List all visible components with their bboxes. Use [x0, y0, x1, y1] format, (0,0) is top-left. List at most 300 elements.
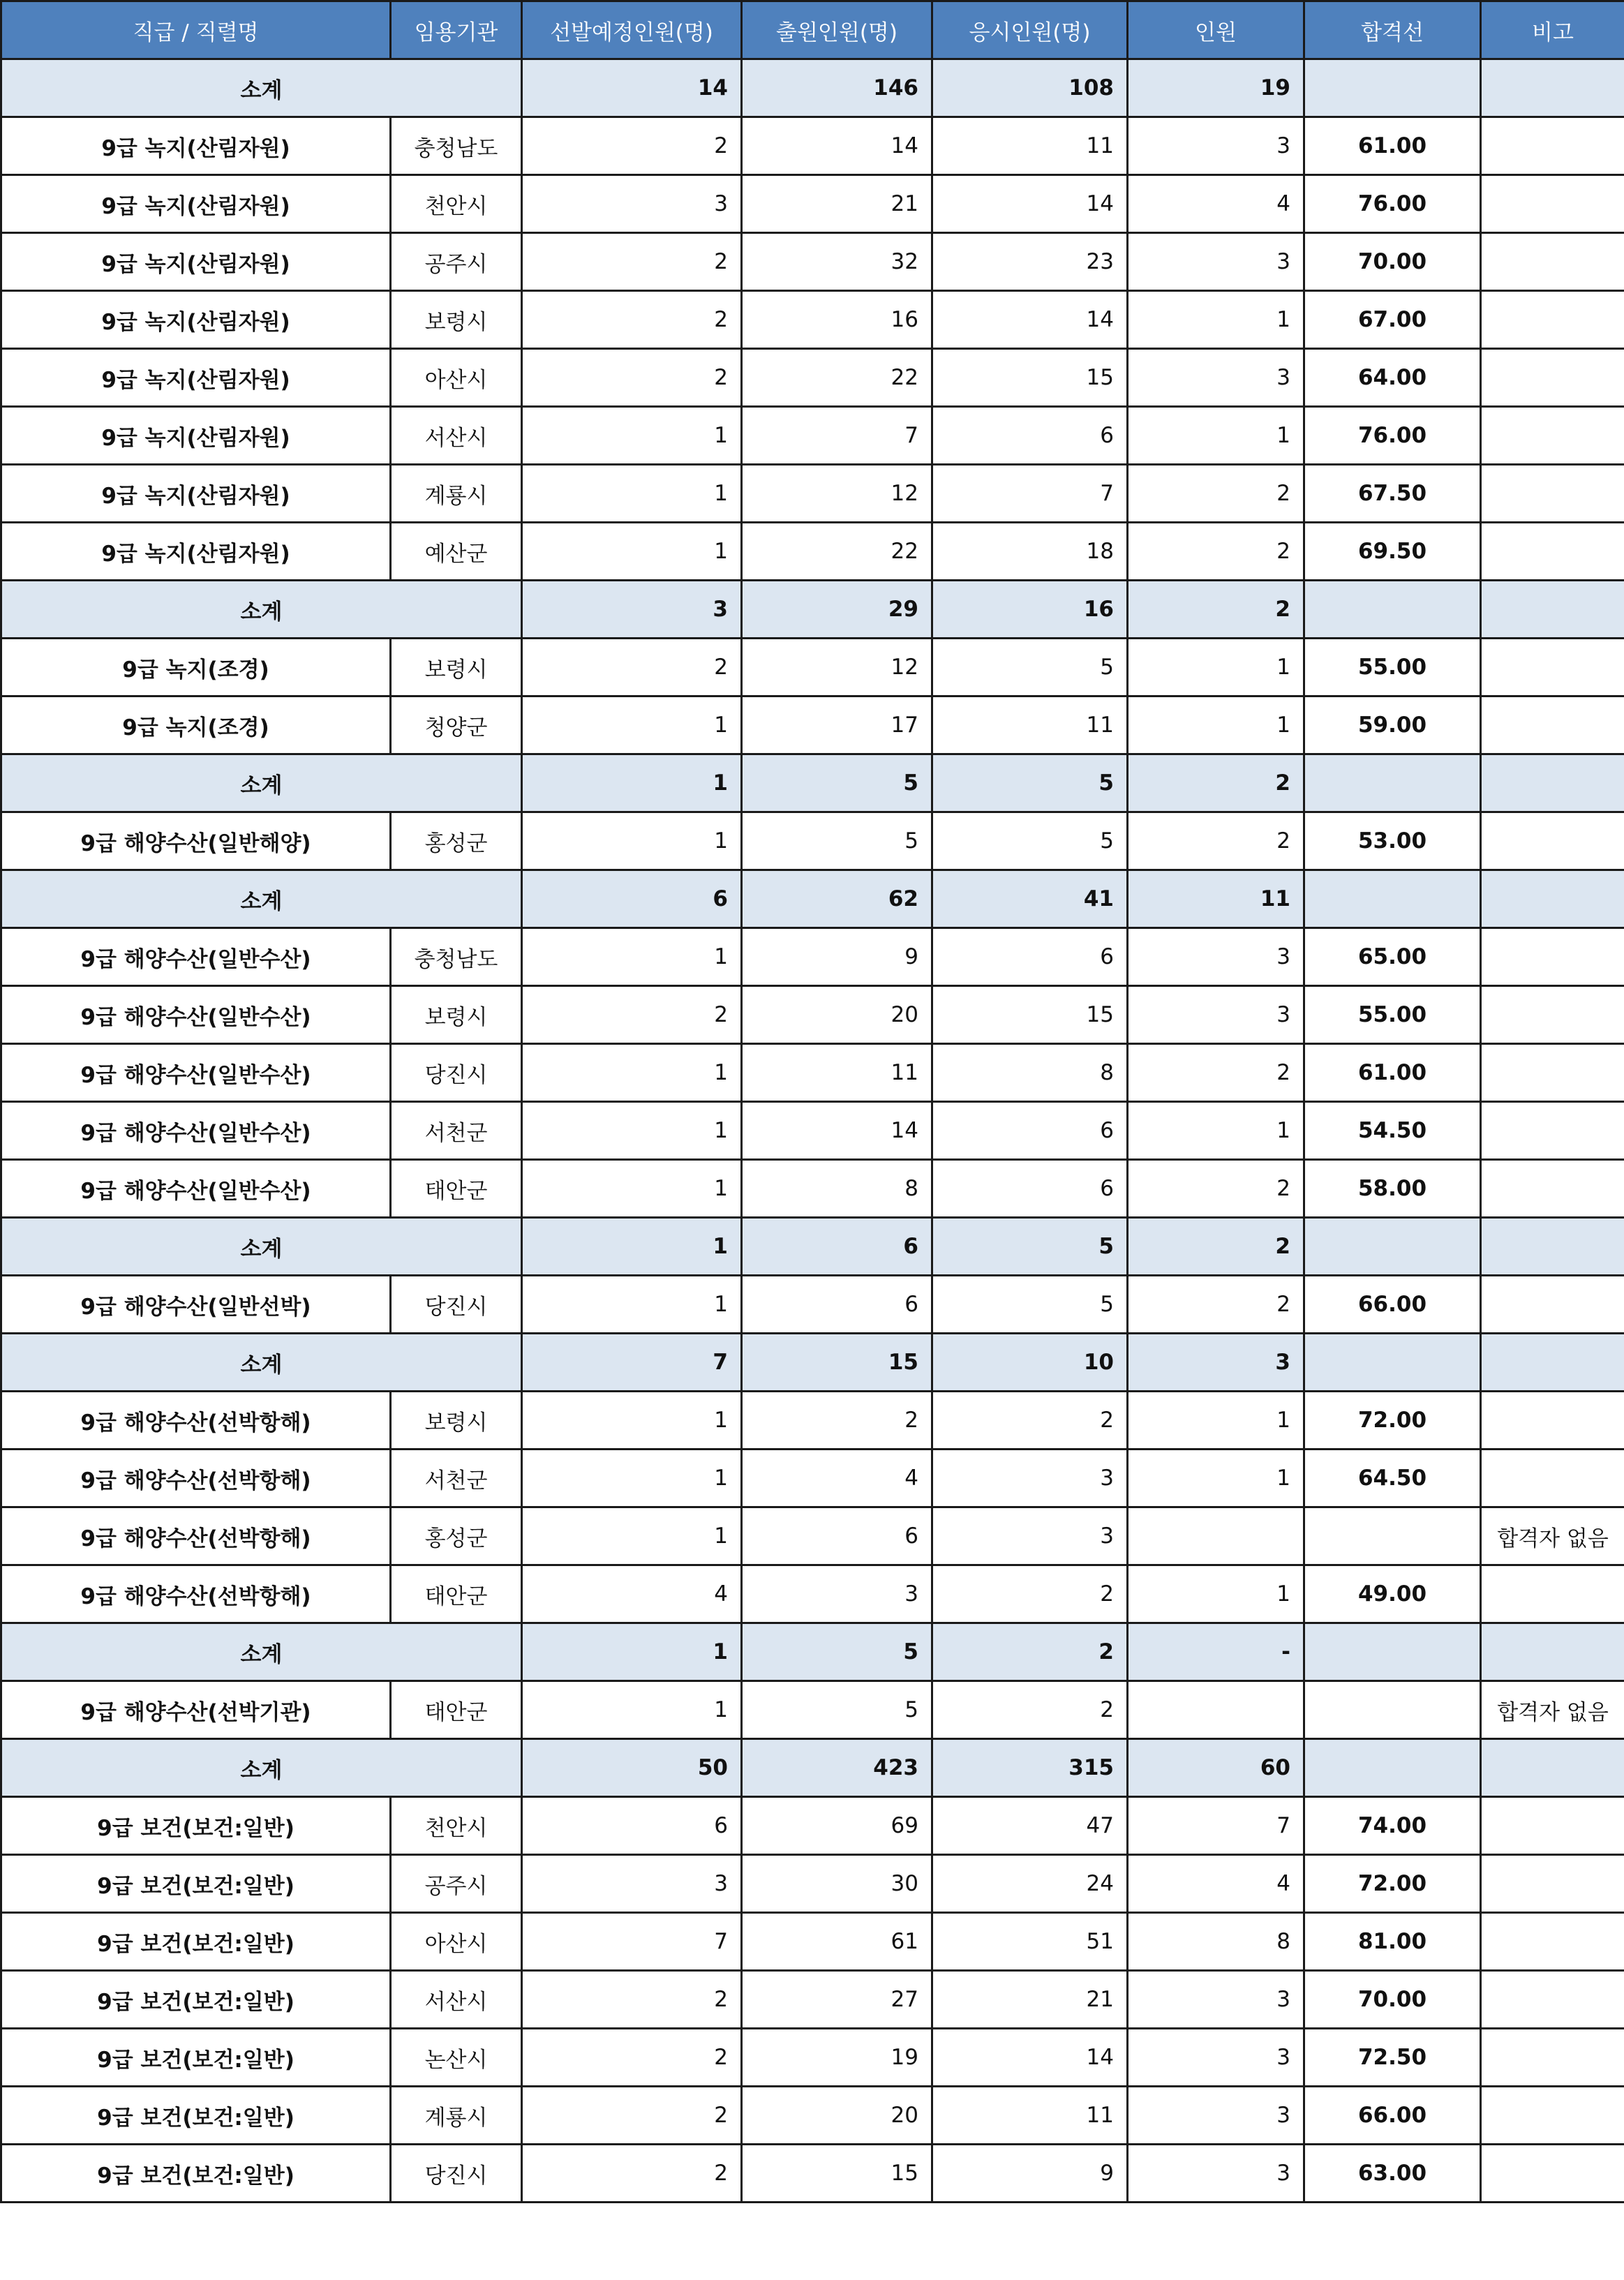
note-cell: [1481, 349, 1624, 407]
planned-cell: 3: [522, 175, 742, 233]
table-row: [1, 2029, 1624, 2087]
examinees-cell: 7: [932, 465, 1128, 523]
agency-cell: 충청남도: [391, 117, 522, 175]
applicants-cell: 5: [742, 1623, 932, 1681]
planned-cell: 1: [522, 1392, 742, 1450]
subtotal-label: 소계: [1, 1218, 522, 1276]
passed-cell: 1: [1128, 1392, 1304, 1450]
position-cell: 9급 해양수산(선박항해): [1, 1565, 391, 1623]
note-cell: [1481, 407, 1624, 465]
passed-cell: 11: [1128, 870, 1304, 928]
examinees-cell: 2: [932, 1681, 1128, 1739]
position-cell: 9급 해양수산(일반수산): [1, 928, 391, 986]
cutoff-cell: 70.00: [1304, 1971, 1481, 2029]
examinees-cell: 5: [932, 754, 1128, 812]
examinees-cell: 15: [932, 986, 1128, 1044]
planned-cell: 2: [522, 639, 742, 696]
cutoff-cell: 55.00: [1304, 986, 1481, 1044]
subtotal-row: [1, 1334, 1624, 1392]
applicants-cell: 14: [742, 1102, 932, 1160]
planned-cell: 1: [522, 465, 742, 523]
note-cell: [1481, 639, 1624, 696]
planned-cell: 2: [522, 2029, 742, 2087]
planned-cell: 4: [522, 1565, 742, 1623]
position-cell: 9급 해양수산(선박기관): [1, 1681, 391, 1739]
position-cell: 9급 해양수산(일반수산): [1, 1160, 391, 1218]
note-cell: [1481, 2087, 1624, 2145]
note-cell: [1481, 928, 1624, 986]
cutoff-cell: [1304, 1681, 1481, 1739]
cutoff-cell: [1304, 1623, 1481, 1681]
planned-cell: 3: [522, 1855, 742, 1913]
position-cell: 9급 녹지(산림자원): [1, 175, 391, 233]
note-cell: [1481, 1218, 1624, 1276]
applicants-cell: 20: [742, 2087, 932, 2145]
planned-cell: 1: [522, 1160, 742, 1218]
table-row: [1, 1276, 1624, 1334]
examinees-cell: 5: [932, 1276, 1128, 1334]
examinees-cell: 16: [932, 581, 1128, 639]
agency-cell: 계룡시: [391, 2087, 522, 2145]
note-cell: [1481, 986, 1624, 1044]
examinees-cell: 47: [932, 1797, 1128, 1855]
examinees-cell: 8: [932, 1044, 1128, 1102]
subtotal-label: 소계: [1, 1334, 522, 1392]
table-row: [1, 117, 1624, 175]
position-cell: 9급 보건(보건:일반): [1, 1913, 391, 1971]
position-cell: 9급 해양수산(선박항해): [1, 1507, 391, 1565]
header-cutoff: 합격선: [1304, 1, 1481, 59]
planned-cell: 1: [522, 1681, 742, 1739]
header-agency: 임용기관: [391, 1, 522, 59]
position-cell: 9급 해양수산(선박항해): [1, 1392, 391, 1450]
subtotal-row: [1, 870, 1624, 928]
planned-cell: 2: [522, 1971, 742, 2029]
applicants-cell: 11: [742, 1044, 932, 1102]
planned-cell: 1: [522, 1450, 742, 1507]
position-cell: 9급 녹지(산림자원): [1, 465, 391, 523]
table-row: [1, 1160, 1624, 1218]
position-cell: 9급 보건(보건:일반): [1, 1971, 391, 2029]
examinees-cell: 21: [932, 1971, 1128, 2029]
planned-cell: 2: [522, 233, 742, 291]
planned-cell: 1: [522, 754, 742, 812]
table-row: [1, 233, 1624, 291]
table-row: [1, 523, 1624, 581]
passed-cell: 2: [1128, 1160, 1304, 1218]
applicants-cell: 15: [742, 2145, 932, 2203]
table-row: [1, 349, 1624, 407]
planned-cell: 2: [522, 2145, 742, 2203]
subtotal-row: [1, 581, 1624, 639]
passed-cell: 1: [1128, 291, 1304, 349]
applicants-cell: 423: [742, 1739, 932, 1797]
position-cell: 9급 보건(보건:일반): [1, 1855, 391, 1913]
applicants-cell: 5: [742, 812, 932, 870]
table-row: [1, 812, 1624, 870]
examinees-cell: 11: [932, 696, 1128, 754]
note-cell: [1481, 1623, 1624, 1681]
table-row: [1, 175, 1624, 233]
cutoff-cell: 58.00: [1304, 1160, 1481, 1218]
passed-cell: 2: [1128, 1218, 1304, 1276]
agency-cell: 예산군: [391, 523, 522, 581]
passed-cell: 1: [1128, 1565, 1304, 1623]
applicants-cell: 8: [742, 1160, 932, 1218]
applicants-cell: 14: [742, 117, 932, 175]
position-cell: 9급 녹지(산림자원): [1, 349, 391, 407]
planned-cell: 1: [522, 696, 742, 754]
applicants-cell: 22: [742, 523, 932, 581]
cutoff-cell: 55.00: [1304, 639, 1481, 696]
applicants-cell: 9: [742, 928, 932, 986]
passed-cell: 3: [1128, 2087, 1304, 2145]
note-cell: [1481, 1855, 1624, 1913]
table-row: [1, 291, 1624, 349]
cutoff-cell: 64.00: [1304, 349, 1481, 407]
note-cell: [1481, 1797, 1624, 1855]
note-cell: [1481, 1276, 1624, 1334]
passed-cell: 3: [1128, 986, 1304, 1044]
table-row: [1, 639, 1624, 696]
table-row: [1, 1450, 1624, 1507]
note-cell: [1481, 233, 1624, 291]
cutoff-cell: 81.00: [1304, 1913, 1481, 1971]
planned-cell: 3: [522, 581, 742, 639]
cutoff-cell: 59.00: [1304, 696, 1481, 754]
note-cell: [1481, 696, 1624, 754]
header-row: [1, 1, 1624, 59]
table-row: [1, 465, 1624, 523]
passed-cell: 3: [1128, 1334, 1304, 1392]
table-row: [1, 2145, 1624, 2203]
table-row: [1, 1044, 1624, 1102]
agency-cell: 당진시: [391, 1044, 522, 1102]
applicants-cell: 29: [742, 581, 932, 639]
subtotal-label: 소계: [1, 1623, 522, 1681]
cutoff-cell: 54.50: [1304, 1102, 1481, 1160]
examinees-cell: 315: [932, 1739, 1128, 1797]
planned-cell: 1: [522, 1044, 742, 1102]
planned-cell: 1: [522, 407, 742, 465]
header-applicants: 출원인원(명): [742, 1, 932, 59]
applicants-cell: 20: [742, 986, 932, 1044]
planned-cell: 1: [522, 523, 742, 581]
position-cell: 9급 해양수산(일반선박): [1, 1276, 391, 1334]
examinees-cell: 2: [932, 1565, 1128, 1623]
note-cell: [1481, 59, 1624, 117]
passed-cell: 60: [1128, 1739, 1304, 1797]
cutoff-cell: 72.00: [1304, 1855, 1481, 1913]
note-cell: 합격자 없음: [1481, 1507, 1624, 1565]
position-cell: 9급 녹지(조경): [1, 639, 391, 696]
planned-cell: 1: [522, 812, 742, 870]
cutoff-cell: [1304, 1334, 1481, 1392]
position-cell: 9급 녹지(조경): [1, 696, 391, 754]
cutoff-cell: 65.00: [1304, 928, 1481, 986]
cutoff-cell: 63.00: [1304, 2145, 1481, 2203]
applicants-cell: 2: [742, 1392, 932, 1450]
planned-cell: 6: [522, 870, 742, 928]
table-row: [1, 1913, 1624, 1971]
position-cell: 9급 녹지(산림자원): [1, 407, 391, 465]
examinees-cell: 11: [932, 117, 1128, 175]
examinees-cell: 18: [932, 523, 1128, 581]
applicants-cell: 62: [742, 870, 932, 928]
cutoff-cell: 53.00: [1304, 812, 1481, 870]
agency-cell: 서산시: [391, 407, 522, 465]
position-cell: 9급 해양수산(선박항해): [1, 1450, 391, 1507]
subtotal-row: [1, 59, 1624, 117]
examinees-cell: 5: [932, 639, 1128, 696]
note-cell: 합격자 없음: [1481, 1681, 1624, 1739]
passed-cell: 2: [1128, 1276, 1304, 1334]
subtotal-row: [1, 1623, 1624, 1681]
cutoff-cell: [1304, 581, 1481, 639]
examinees-cell: 6: [932, 1102, 1128, 1160]
agency-cell: 충청남도: [391, 928, 522, 986]
note-cell: [1481, 754, 1624, 812]
header-passed: 인원: [1128, 1, 1304, 59]
cutoff-cell: [1304, 1739, 1481, 1797]
note-cell: [1481, 1392, 1624, 1450]
agency-cell: 서천군: [391, 1450, 522, 1507]
header-planned: 선발예정인원(명): [522, 1, 742, 59]
agency-cell: 계룡시: [391, 465, 522, 523]
agency-cell: 서산시: [391, 1971, 522, 2029]
agency-cell: 당진시: [391, 1276, 522, 1334]
planned-cell: 1: [522, 928, 742, 986]
applicants-cell: 15: [742, 1334, 932, 1392]
applicants-cell: 7: [742, 407, 932, 465]
passed-cell: 3: [1128, 349, 1304, 407]
table-row: [1, 1507, 1624, 1565]
note-cell: [1481, 291, 1624, 349]
cutoff-cell: 66.00: [1304, 1276, 1481, 1334]
examinees-cell: 6: [932, 407, 1128, 465]
passed-cell: 3: [1128, 928, 1304, 986]
passed-cell: 8: [1128, 1913, 1304, 1971]
passed-cell: [1128, 1681, 1304, 1739]
examinees-cell: 6: [932, 1160, 1128, 1218]
planned-cell: 1: [522, 1623, 742, 1681]
planned-cell: 14: [522, 59, 742, 117]
applicants-cell: 17: [742, 696, 932, 754]
table-row: [1, 1797, 1624, 1855]
agency-cell: 공주시: [391, 233, 522, 291]
planned-cell: 1: [522, 1507, 742, 1565]
planned-cell: 50: [522, 1739, 742, 1797]
agency-cell: 홍성군: [391, 1507, 522, 1565]
agency-cell: 공주시: [391, 1855, 522, 1913]
applicants-cell: 16: [742, 291, 932, 349]
cutoff-cell: 66.00: [1304, 2087, 1481, 2145]
agency-cell: 보령시: [391, 986, 522, 1044]
cutoff-cell: 72.50: [1304, 2029, 1481, 2087]
cutoff-cell: 61.00: [1304, 1044, 1481, 1102]
planned-cell: 1: [522, 1276, 742, 1334]
passed-cell: 1: [1128, 1450, 1304, 1507]
subtotal-row: [1, 1218, 1624, 1276]
examinees-cell: 2: [932, 1392, 1128, 1450]
cutoff-cell: 74.00: [1304, 1797, 1481, 1855]
passed-cell: 7: [1128, 1797, 1304, 1855]
table-row: [1, 1565, 1624, 1623]
agency-cell: 보령시: [391, 291, 522, 349]
table-row: [1, 696, 1624, 754]
cutoff-cell: 67.50: [1304, 465, 1481, 523]
examinees-cell: 9: [932, 2145, 1128, 2203]
cutoff-cell: 67.00: [1304, 291, 1481, 349]
applicants-cell: 5: [742, 1681, 932, 1739]
applicants-cell: 4: [742, 1450, 932, 1507]
agency-cell: 아산시: [391, 349, 522, 407]
planned-cell: 2: [522, 986, 742, 1044]
cutoff-cell: 70.00: [1304, 233, 1481, 291]
position-cell: 9급 녹지(산림자원): [1, 233, 391, 291]
passed-cell: 3: [1128, 233, 1304, 291]
note-cell: [1481, 2029, 1624, 2087]
table-row: [1, 928, 1624, 986]
note-cell: [1481, 117, 1624, 175]
examinees-cell: 5: [932, 812, 1128, 870]
applicants-cell: 6: [742, 1218, 932, 1276]
position-cell: 9급 해양수산(일반수산): [1, 1102, 391, 1160]
cutoff-cell: 76.00: [1304, 175, 1481, 233]
table-row: [1, 1102, 1624, 1160]
table-row: [1, 2087, 1624, 2145]
note-cell: [1481, 1102, 1624, 1160]
examinees-cell: 6: [932, 928, 1128, 986]
subtotal-label: 소계: [1, 581, 522, 639]
applicants-cell: 5: [742, 754, 932, 812]
subtotal-label: 소계: [1, 870, 522, 928]
position-cell: 9급 보건(보건:일반): [1, 2145, 391, 2203]
note-cell: [1481, 1044, 1624, 1102]
examinees-cell: 108: [932, 59, 1128, 117]
applicants-cell: 30: [742, 1855, 932, 1913]
agency-cell: 아산시: [391, 1913, 522, 1971]
note-cell: [1481, 1334, 1624, 1392]
passed-cell: 3: [1128, 2029, 1304, 2087]
note-cell: [1481, 523, 1624, 581]
subtotal-row: [1, 754, 1624, 812]
examinees-cell: 2: [932, 1623, 1128, 1681]
position-cell: 9급 해양수산(일반수산): [1, 1044, 391, 1102]
examinees-cell: 10: [932, 1334, 1128, 1392]
note-cell: [1481, 1160, 1624, 1218]
applicants-cell: 21: [742, 175, 932, 233]
examinees-cell: 23: [932, 233, 1128, 291]
note-cell: [1481, 2145, 1624, 2203]
agency-cell: 태안군: [391, 1565, 522, 1623]
examinees-cell: 14: [932, 291, 1128, 349]
passed-cell: [1128, 1507, 1304, 1565]
applicants-cell: 61: [742, 1913, 932, 1971]
passed-cell: 1: [1128, 639, 1304, 696]
cutoff-cell: [1304, 59, 1481, 117]
table-row: [1, 986, 1624, 1044]
applicants-cell: 6: [742, 1507, 932, 1565]
table-row: [1, 1855, 1624, 1913]
position-cell: 9급 보건(보건:일반): [1, 1797, 391, 1855]
planned-cell: 7: [522, 1913, 742, 1971]
examinees-cell: 3: [932, 1450, 1128, 1507]
table-body: [1, 59, 1624, 2203]
note-cell: [1481, 175, 1624, 233]
planned-cell: 1: [522, 1218, 742, 1276]
passed-cell: 2: [1128, 523, 1304, 581]
cutoff-cell: [1304, 870, 1481, 928]
passed-cell: 19: [1128, 59, 1304, 117]
cutoff-cell: 72.00: [1304, 1392, 1481, 1450]
applicants-cell: 32: [742, 233, 932, 291]
table-row: [1, 407, 1624, 465]
passed-cell: 2: [1128, 812, 1304, 870]
position-cell: 9급 보건(보건:일반): [1, 2087, 391, 2145]
planned-cell: 7: [522, 1334, 742, 1392]
passed-cell: -: [1128, 1623, 1304, 1681]
subtotal-label: 소계: [1, 754, 522, 812]
applicants-cell: 12: [742, 639, 932, 696]
passed-cell: 2: [1128, 1044, 1304, 1102]
agency-cell: 천안시: [391, 1797, 522, 1855]
agency-cell: 태안군: [391, 1160, 522, 1218]
examinees-cell: 15: [932, 349, 1128, 407]
note-cell: [1481, 1971, 1624, 2029]
header-note: 비고: [1481, 1, 1624, 59]
applicants-cell: 6: [742, 1276, 932, 1334]
planned-cell: 2: [522, 117, 742, 175]
cutoff-cell: [1304, 754, 1481, 812]
note-cell: [1481, 1450, 1624, 1507]
passed-cell: 1: [1128, 1102, 1304, 1160]
note-cell: [1481, 1739, 1624, 1797]
examinees-cell: 51: [932, 1913, 1128, 1971]
planned-cell: 2: [522, 291, 742, 349]
examinees-cell: 41: [932, 870, 1128, 928]
passed-cell: 3: [1128, 1971, 1304, 2029]
note-cell: [1481, 870, 1624, 928]
position-cell: 9급 녹지(산림자원): [1, 117, 391, 175]
passed-cell: 2: [1128, 754, 1304, 812]
applicants-cell: 22: [742, 349, 932, 407]
table-row: [1, 1971, 1624, 2029]
note-cell: [1481, 1913, 1624, 1971]
cutoff-cell: 69.50: [1304, 523, 1481, 581]
note-cell: [1481, 1565, 1624, 1623]
applicants-cell: 12: [742, 465, 932, 523]
applicants-cell: 3: [742, 1565, 932, 1623]
position-cell: 9급 해양수산(일반해양): [1, 812, 391, 870]
table-row: [1, 1681, 1624, 1739]
agency-cell: 서천군: [391, 1102, 522, 1160]
cutoff-cell: [1304, 1218, 1481, 1276]
passed-cell: 1: [1128, 407, 1304, 465]
examinees-cell: 11: [932, 2087, 1128, 2145]
examinees-cell: 14: [932, 175, 1128, 233]
cutoff-cell: [1304, 1507, 1481, 1565]
examinees-cell: 3: [932, 1507, 1128, 1565]
cutoff-cell: 76.00: [1304, 407, 1481, 465]
header-examinees: 응시인원(명): [932, 1, 1128, 59]
position-cell: 9급 녹지(산림자원): [1, 291, 391, 349]
passed-cell: 3: [1128, 2145, 1304, 2203]
subtotal-row: [1, 1739, 1624, 1797]
subtotal-label: 소계: [1, 1739, 522, 1797]
passed-cell: 2: [1128, 581, 1304, 639]
position-cell: 9급 보건(보건:일반): [1, 2029, 391, 2087]
